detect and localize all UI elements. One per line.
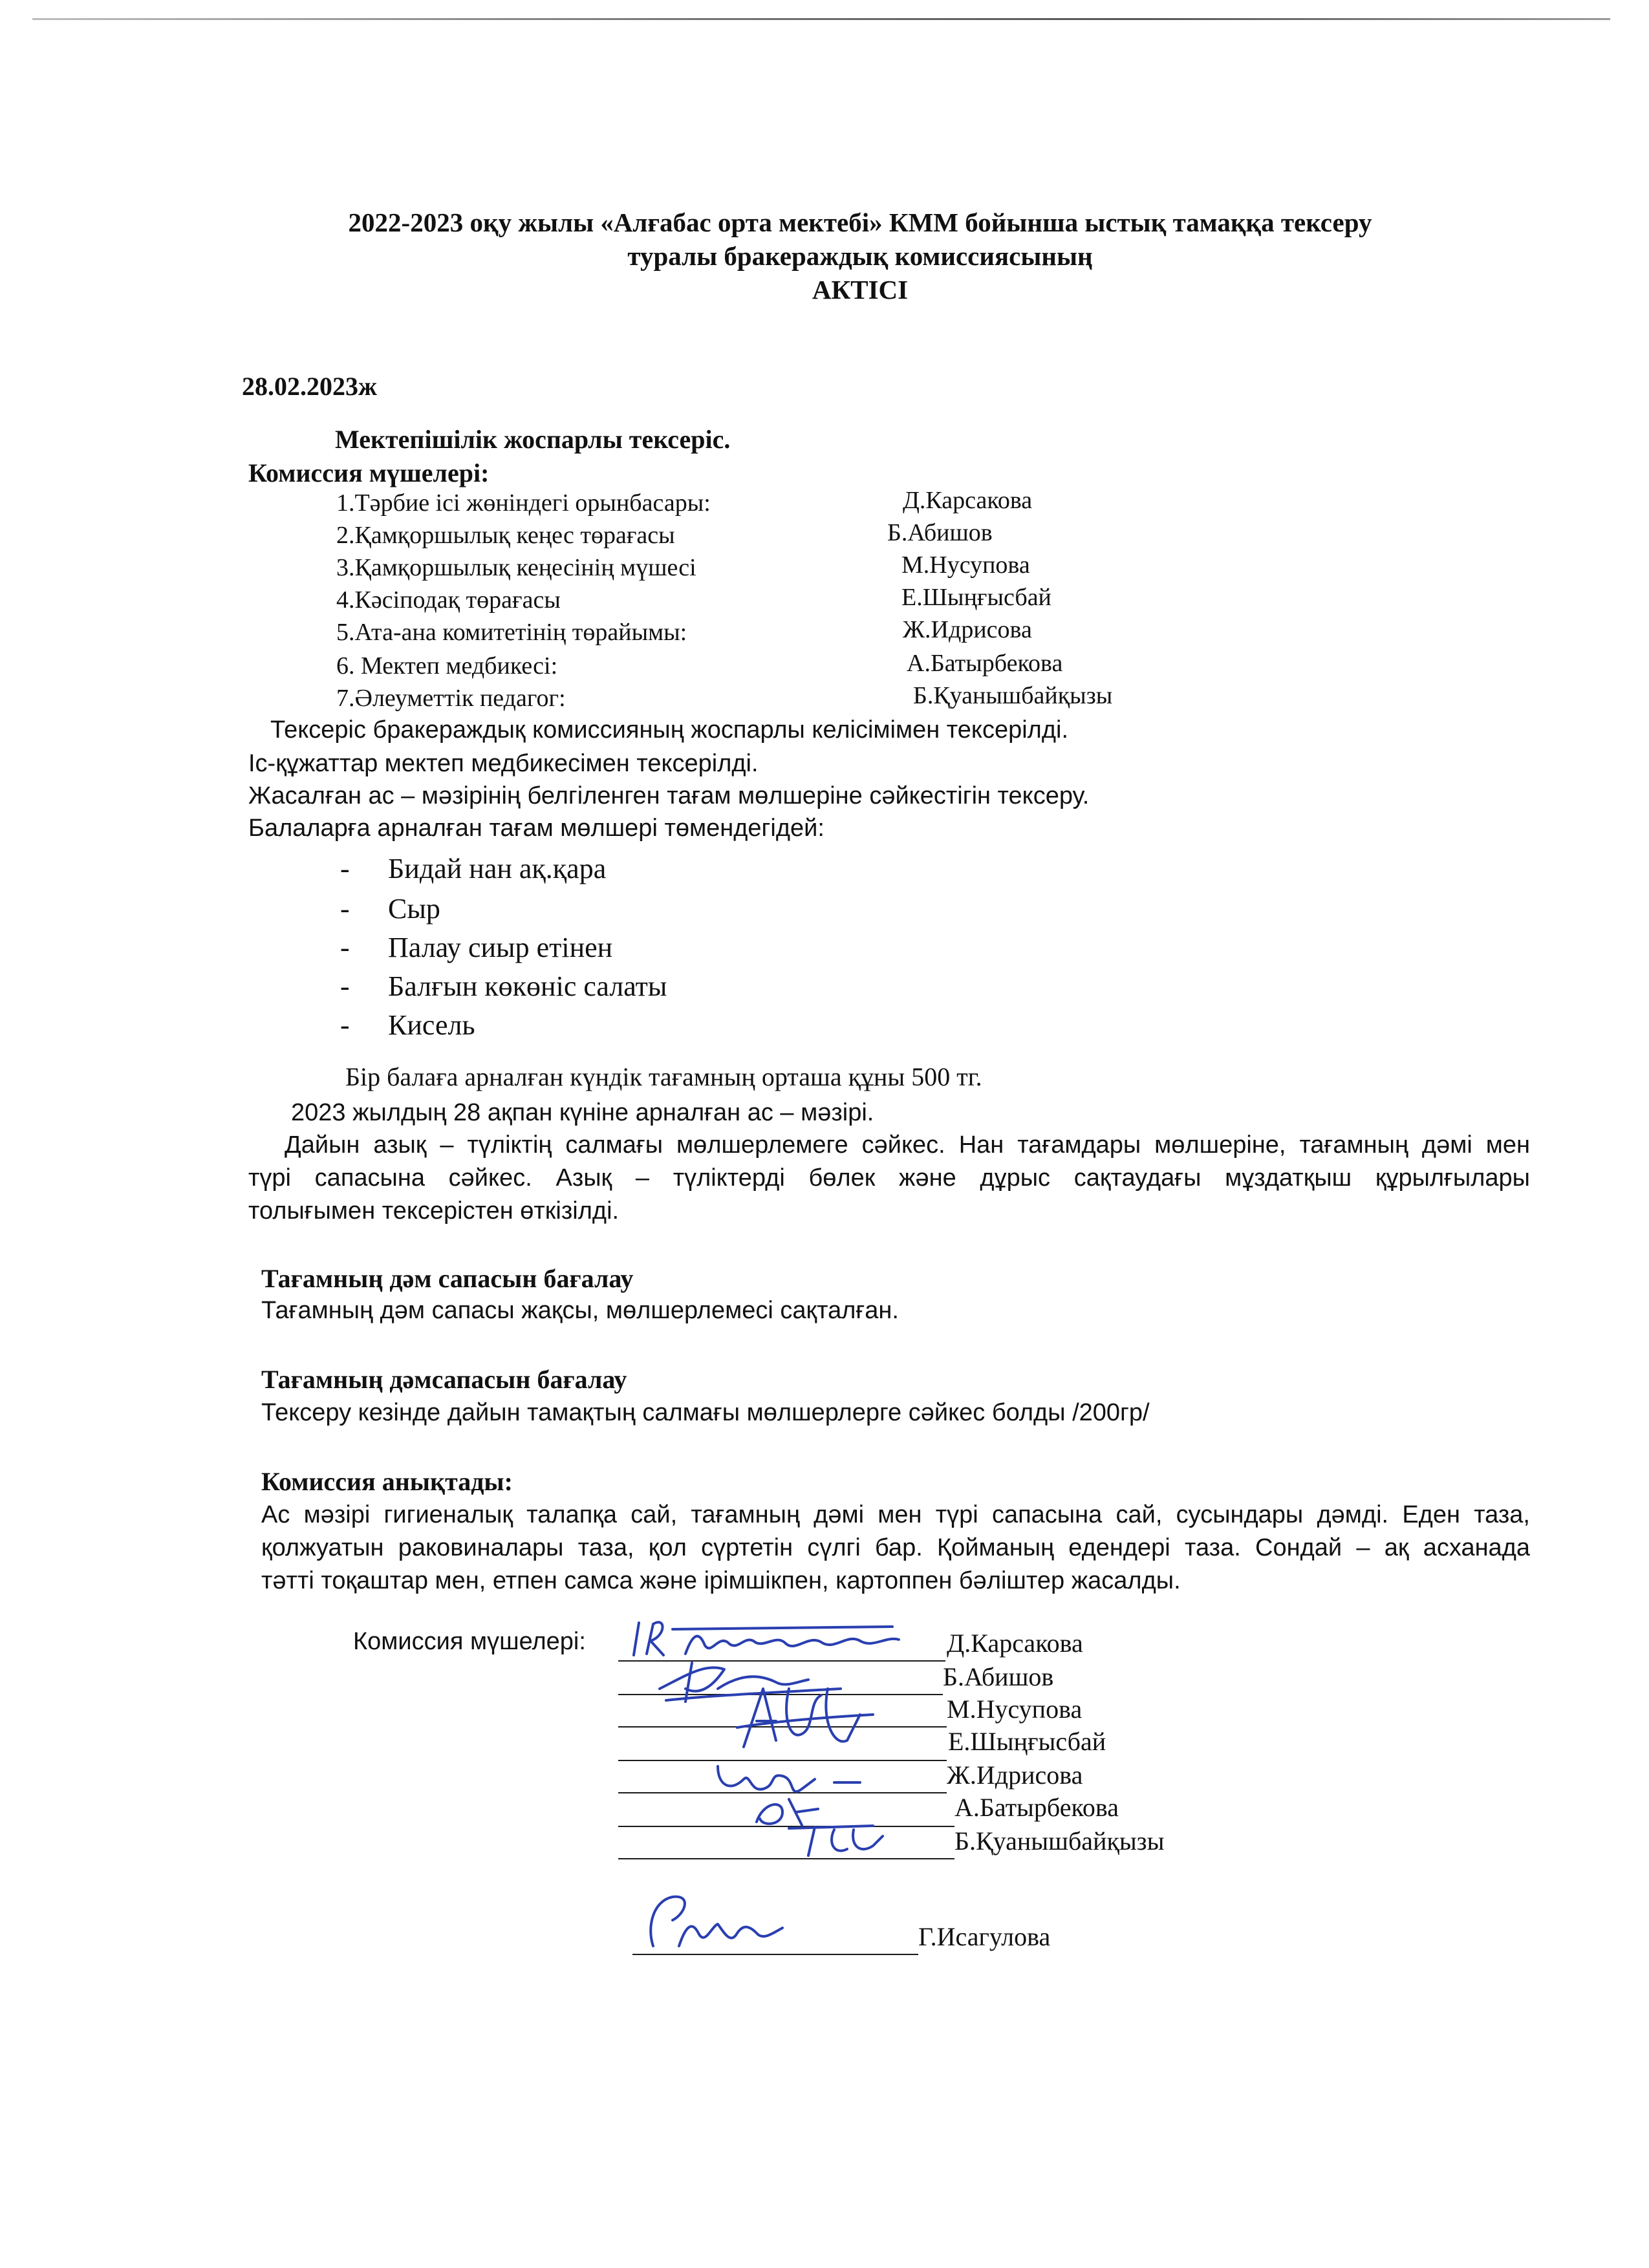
cost-line: Бір балаға арналған күндік тағамның орташа құны 500 тг.: [345, 1062, 982, 1091]
title-line-1: 2022-2023 оқу жылы «Алғабас орта мектебі» КММ бойынша ыстық тамаққа тексеру: [348, 208, 1372, 237]
member-name: Д.Карсакова: [903, 487, 1033, 514]
menu-item: - Сыр: [340, 893, 440, 925]
menu-item: - Бидай нан ақ.қара: [340, 853, 607, 884]
member-name: Б.Абишов: [887, 519, 993, 546]
section-weight-text: Тексеру кезінде дайын тамақтың салмағы мөлшерлерге сәйкес болды /200гр/: [261, 1399, 1150, 1426]
member-name: Ж.Идрисова: [903, 616, 1032, 643]
member-role: 5.Ата-ана комитетінің төрайымы:: [336, 619, 687, 646]
section-weight-heading: Тағамның дәмсапасын бағалау: [261, 1365, 627, 1394]
commission-heading: Комиссия мүшелері:: [248, 458, 490, 487]
member-name: М.Нусупова: [901, 551, 1030, 579]
member-role: 6. Мектеп медбикесі:: [336, 652, 558, 679]
intro-line-3: Жасалған ас – мәзірінің белгіленген тағам мөлшеріне сәйкестігін тексеру.: [248, 782, 1090, 809]
intro-line-1: Тексеріс бракераждық комиссияның жоспарлы келісімімен тексерілді.: [270, 716, 1068, 744]
document-date: 28.02.2023ж: [242, 372, 378, 401]
menu-item: - Кисель: [340, 1009, 475, 1041]
signature-name: Д.Карсакова: [947, 1629, 1083, 1658]
section-taste-heading: Тағамның дәм сапасын бағалау: [261, 1264, 634, 1293]
signature-name: Ж.Идрисова: [947, 1760, 1083, 1790]
member-name: Е.Шыңғысбай: [901, 584, 1051, 611]
member-role: 1.Тәрбие ісі жөніндегі орынбасары:: [336, 489, 711, 517]
scan-edge: [32, 18, 1610, 20]
member-name: А.Батырбекова: [907, 650, 1063, 677]
member-role: 2.Қамқоршылық кеңес төрағасы: [336, 522, 675, 549]
member-name: Б.Қуанышбайқызы: [913, 682, 1113, 709]
menu-item: - Балғын көкөніс салаты: [340, 970, 667, 1002]
member-role: 3.Қамқоршылық кеңесінің мүшесі: [336, 554, 696, 581]
menu-date-line: 2023 жылдың 28 ақпан күніне арналған ас – мәзірі.: [291, 1099, 874, 1126]
title-line-3: АКТІСІ: [812, 275, 909, 305]
signature-name: А.Батырбекова: [954, 1793, 1119, 1822]
intro-line-2: Іс-құжаттар мектеп медбикесімен тексерілді.: [248, 750, 759, 777]
signature-name: Б.Қуанышбайқызы: [954, 1826, 1165, 1856]
handwritten-signature: [634, 1888, 821, 1959]
member-role: 7.Әлеуметтік педагог:: [336, 685, 566, 712]
section-taste-text: Тағамның дәм сапасы жақсы, мөлшерлемесі сақталған.: [261, 1297, 899, 1324]
section-findings-heading: Комиссия анықтады:: [261, 1467, 513, 1496]
document-title: [194, 206, 1526, 306]
intro-line-4: Балаларға арналған тағам мөлшері төмендегідей:: [248, 815, 824, 842]
paragraph-food-check: Дайын азық – түліктің салмағы мөлшерлемеге сәйкес. Нан тағамдары мөлшеріне, тағамның дәмі мен түрі сапасына сәйкес. Азық – түліктерді бөлек және дұрыс сақтаудағы мұздатқыш құрылғылары толығымен тексерістен өткізілді.: [248, 1131, 1530, 1225]
signatures-label: Комиссия мүшелері:: [353, 1628, 586, 1655]
signature-name: Е.Шыңғысбай: [948, 1727, 1106, 1756]
signature-name-final: Г.Исагулова: [918, 1922, 1051, 1951]
handwritten-signature: [776, 1817, 892, 1862]
title-line-2: туралы бракераждық комиссиясының: [627, 241, 1093, 271]
inspection-type: Мектепішілік жоспарлы тексеріс.: [335, 425, 731, 454]
section-findings-text: Ас мәзірі гигиеналық талапқа сай, тағамның дәмі мен түрі сапасына сай, сусындары дәмді. Еден таза, қолжуатын раковиналары таза, қол сүртетін сүлгі бар. Қойманың едендері таза. Сондай – ақ асханада тәтті тоқаштар мен, етпен самса және ірімшікпен, картоппен бәліштер жасалды.: [261, 1501, 1530, 1594]
handwritten-signature: [731, 1676, 879, 1766]
signature-name: М.Нусупова: [947, 1695, 1083, 1724]
signature-name: Б.Абишов: [943, 1662, 1054, 1691]
member-role: 4.Кәсіподақ төрағасы: [336, 586, 561, 614]
menu-item: - Палау сиыр етінен: [340, 932, 613, 963]
